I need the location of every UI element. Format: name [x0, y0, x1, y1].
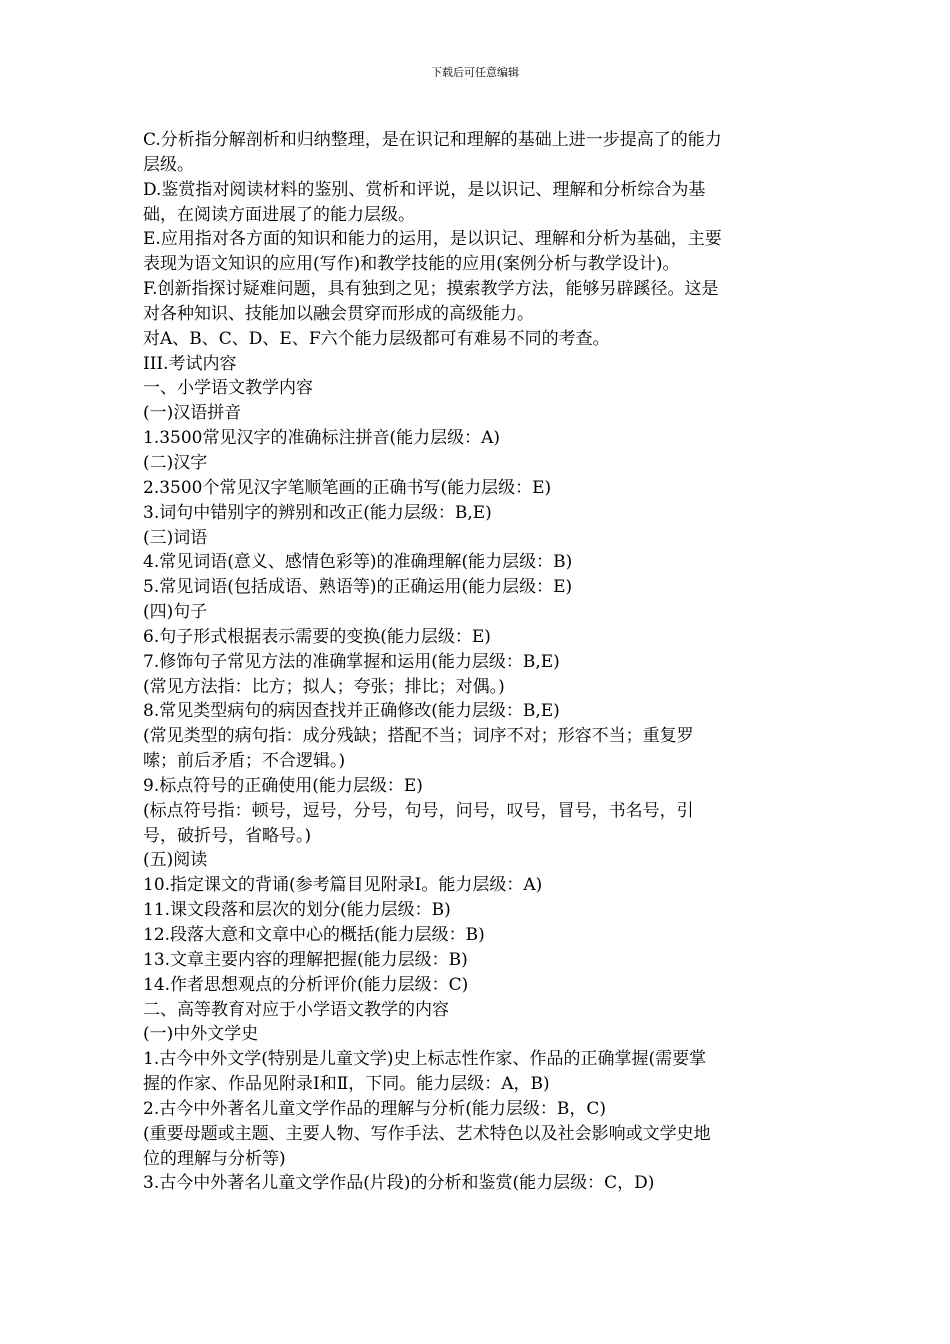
- text-line: 12.段落大意和文章中心的概括(能力层级：B): [143, 925, 485, 945]
- text-line: 对各种知识、技能加以融会贯穿而形成的高级能力。: [143, 303, 534, 324]
- text-line: 13.文章主要内容的理解把握(能力层级：B): [143, 949, 468, 970]
- text-line: 10.指定课文的背诵(参考篇目见附录Ⅰ。能力层级：A): [143, 875, 543, 896]
- text-line: III.考试内容: [143, 353, 237, 374]
- text-line: 8.常见类型病句的病因查找并正确修改(能力层级：B,E): [143, 701, 560, 722]
- text-line: 二、高等教育对应于小学语文教学的内容: [143, 999, 449, 1020]
- text-line: 层级。: [143, 154, 194, 175]
- text-line: 础，在阅读方面进展了的能力层级。: [143, 204, 415, 225]
- text-line: 5.常见词语(包括成语、熟语等)的正确运用(能力层级：E): [143, 577, 573, 598]
- text-line: 7.修饰句子常见方法的准确掌握和运用(能力层级：B,E): [143, 651, 560, 672]
- text-line: D.鉴赏指对阅读材料的鉴别、赏析和评说，是以识记、理解和分析综合为基: [143, 179, 706, 200]
- text-line: (五)阅读: [143, 850, 208, 871]
- text-line: E.应用指对各方面的知识和能力的运用，是以识记、理解和分析为基础，主要: [143, 229, 722, 250]
- text-line: (常见类型的病句指：成分残缺；搭配不当；词序不对；形容不当；重复罗: [143, 726, 694, 747]
- page-header: 下载后可任意编辑: [431, 66, 519, 79]
- text-line: 4.常见词语(意义、感情色彩等)的准确理解(能力层级：B): [143, 552, 573, 573]
- text-line: 嗦；前后矛盾；不合逻辑。): [143, 751, 346, 772]
- text-line: 2.3500个常见汉字笔顺笔画的正确书写(能力层级：E): [143, 477, 552, 498]
- text-line: (三)词语: [143, 527, 208, 548]
- text-line: F.创新指探讨疑难问题，具有独到之见；摸索教学方法，能够另辟蹊径。这是: [143, 279, 719, 300]
- document-body: [143, 128, 803, 1196]
- text-line: 11.课文段落和层次的划分(能力层级：B): [143, 900, 451, 921]
- text-line: (一)中外文学史: [143, 1024, 259, 1045]
- text-line: 9.标点符号的正确使用(能力层级：E): [143, 775, 423, 796]
- text-line: 3.词句中错别字的辨别和改正(能力层级：B,E): [143, 502, 492, 523]
- text-line: 14.作者思想观点的分析评价(能力层级：C): [143, 974, 469, 995]
- text-line: (常见方法指：比方；拟人；夸张；排比；对偶。): [143, 676, 505, 697]
- text-line: 6.句子形式根据表示需要的变换(能力层级：E): [143, 626, 491, 647]
- text-line: 1.古今中外文学(特别是儿童文学)史上标志性作家、作品的正确掌握(需要掌: [143, 1049, 707, 1070]
- text-line: 位的理解与分析等): [143, 1148, 286, 1169]
- text-line: 1.3500常见汉字的准确标注拼音(能力层级：A): [143, 428, 501, 449]
- text-line: (重要母题或主题、主要人物、写作手法、艺术特色以及社会影响或文学史地: [143, 1123, 711, 1144]
- text-line: 对A、B、C、D、E、F六个能力层级都可有难易不同的考查。: [143, 328, 610, 349]
- text-line: (一)汉语拼音: [143, 403, 242, 424]
- text-line: 3.古今中外著名儿童文学作品(片段)的分析和鉴赏(能力层级：C，D): [143, 1173, 655, 1194]
- text-line: (四)句子: [143, 602, 208, 623]
- text-line: C.分析指分解剖析和归纳整理，是在识记和理解的基础上进一步提高了的能力: [143, 130, 722, 150]
- text-line: (二)汉字: [143, 452, 208, 473]
- text-line: 表现为语文知识的应用(写作)和教学技能的应用(案例分析与教学设计)。: [143, 254, 680, 275]
- text-line: 握的作家、作品见附录Ⅰ和Ⅱ，下同。能力层级：A，B): [143, 1074, 550, 1095]
- text-line: 一、小学语文教学内容: [143, 378, 313, 399]
- text-line: (标点符号指：顿号，逗号，分号，句号，问号，叹号，冒号，书名号，引: [143, 800, 694, 821]
- text-line: 号，破折号，省略号。): [143, 825, 312, 846]
- text-line: 2.古今中外著名儿童文学作品的理解与分析(能力层级：B，C): [143, 1098, 606, 1119]
